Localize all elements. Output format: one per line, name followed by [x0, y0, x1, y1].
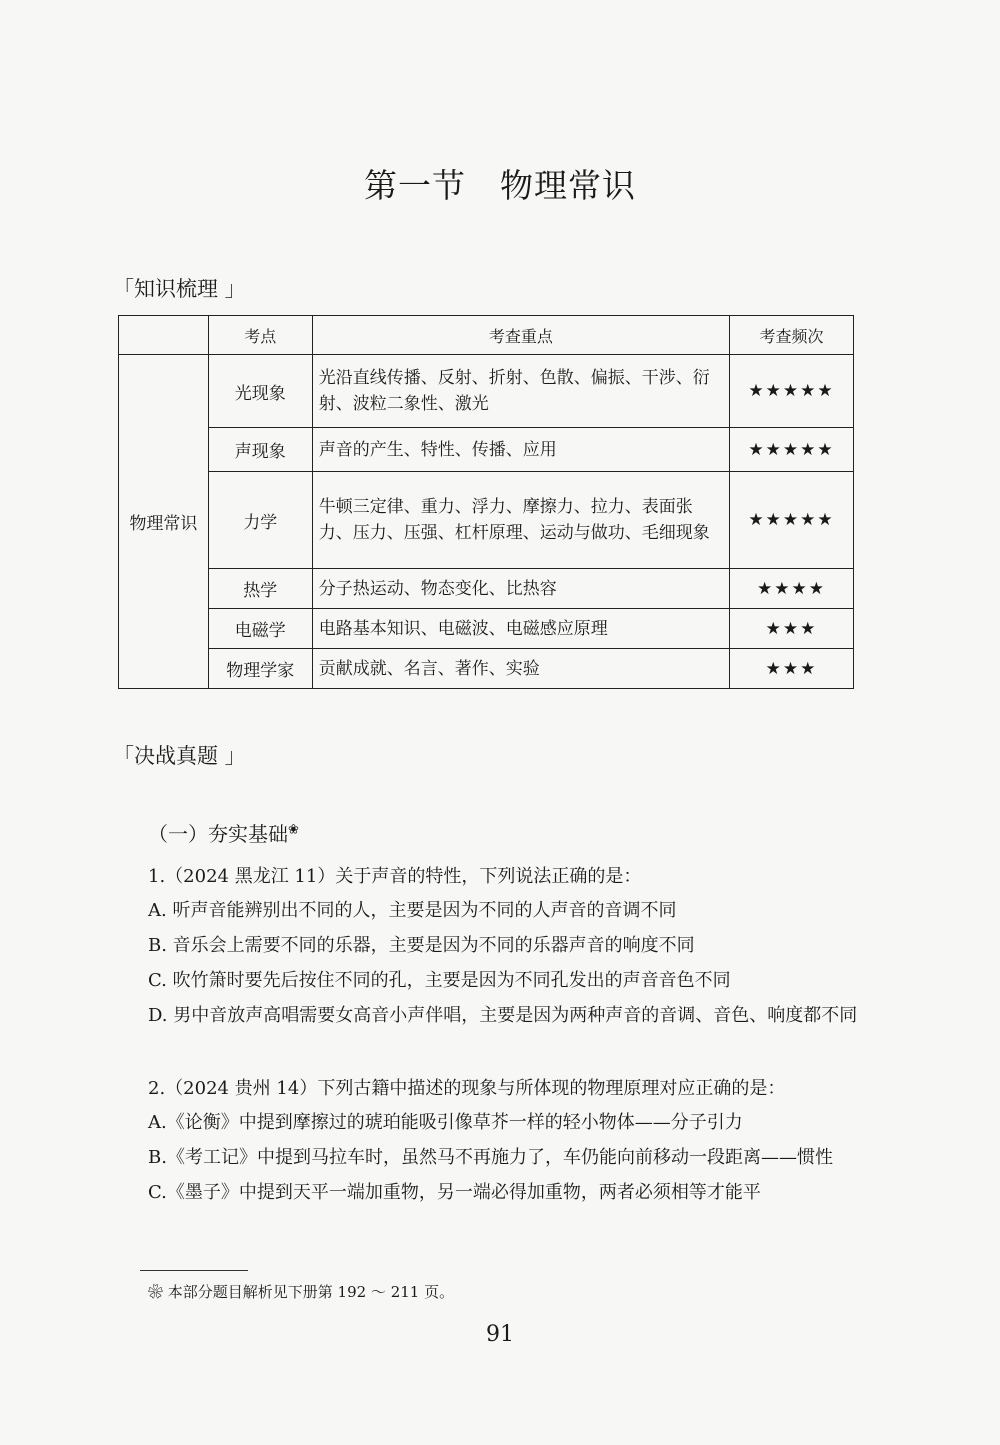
- subsection-heading: （一）夯实基础❀: [148, 822, 299, 846]
- title-part1: 第一节: [364, 166, 466, 205]
- flower-note-icon: ❀: [288, 822, 299, 838]
- table-header-frequency: 考查频次: [730, 316, 854, 355]
- option-a: A. 听声音能辨别出不同的人，主要是因为不同的人声音的音调不同: [148, 900, 677, 921]
- question-2: [148, 1074, 858, 1208]
- table-row: [119, 472, 854, 569]
- table-cell-point: 光现象: [208, 355, 312, 428]
- exam-section-heading: 「决战真题 」: [113, 744, 246, 768]
- table-row: [119, 355, 854, 428]
- option-b: B. 音乐会上需要不同的乐器，主要是因为不同的乐器声音的响度不同: [148, 935, 695, 956]
- table-header-point: 考点: [208, 316, 312, 355]
- title-part2: 物理常识: [500, 166, 636, 205]
- option-b: B.《考工记》中提到马拉车时，虽然马不再施力了，车仍能向前移动一段距离——惯性: [148, 1147, 833, 1168]
- table-cell-focus: 牛顿三定律、重力、浮力、摩擦力、拉力、表面张力、压力、压强、杠杆原理、运动与做功、毛细现象: [312, 472, 729, 569]
- question-stem: 1.（2024 黑龙江 11）关于声音的特性，下列说法正确的是：: [148, 866, 642, 887]
- table-header-row: [119, 316, 854, 355]
- table-row: [119, 569, 854, 609]
- option-c: C.《墨子》中提到天平一端加重物，另一端必得加重物，两者必须相等才能平: [148, 1182, 761, 1203]
- table-cell-focus: 贡献成就、名言、著作、实验: [312, 649, 729, 689]
- table-cell-point: 物理学家: [208, 649, 312, 689]
- footnote-divider: [140, 1270, 248, 1271]
- table-cell-stars: ★★★★★: [730, 428, 854, 472]
- option-a: A.《论衡》中提到摩擦过的琥珀能吸引像草芥一样的轻小物体——分子引力: [148, 1112, 743, 1133]
- knowledge-section-heading: 「知识梳理 」: [113, 277, 246, 301]
- table-cell-focus: 分子热运动、物态变化、比热容: [312, 569, 729, 609]
- table-header-focus: 考查重点: [312, 316, 729, 355]
- page-title: [0, 160, 1000, 207]
- page-number: 91: [486, 1322, 514, 1347]
- table-row: [119, 649, 854, 689]
- table-cell-point: 力学: [208, 472, 312, 569]
- table-header-empty: [119, 316, 209, 355]
- table-cell-focus: 光沿直线传播、反射、折射、色散、偏振、干涉、衍射、波粒二象性、激光: [312, 355, 729, 428]
- knowledge-table: [118, 315, 854, 689]
- table-cell-stars: ★★★: [730, 609, 854, 649]
- table-category: 物理常识: [119, 355, 209, 689]
- table-cell-focus: 电路基本知识、电磁波、电磁感应原理: [312, 609, 729, 649]
- table-cell-stars: ★★★★★: [730, 472, 854, 569]
- table-cell-point: 热学: [208, 569, 312, 609]
- option-d: D. 男中音放声高唱需要女高音小声伴唱，主要是因为两种声音的音调、音色、响度都不同: [148, 1005, 858, 1026]
- question-stem: 2.（2024 贵州 14）下列古籍中描述的现象与所体现的物理原理对应正确的是：: [148, 1078, 786, 1099]
- table-row: [119, 428, 854, 472]
- table-cell-stars: ★★★★: [730, 569, 854, 609]
- table-cell-point: 声现象: [208, 428, 312, 472]
- footnote: ❀ 本部分题目解析见下册第 192 ～ 211 页。: [148, 1283, 455, 1301]
- table-cell-stars: ★★★★★: [730, 355, 854, 428]
- question-1: [148, 862, 858, 1031]
- table-cell-focus: 声音的产生、特性、传播、应用: [312, 428, 729, 472]
- table-cell-stars: ★★★: [730, 649, 854, 689]
- table-cell-point: 电磁学: [208, 609, 312, 649]
- table-row: [119, 609, 854, 649]
- option-c: C. 吹竹箫时要先后按住不同的孔，主要是因为不同孔发出的声音音色不同: [148, 970, 731, 991]
